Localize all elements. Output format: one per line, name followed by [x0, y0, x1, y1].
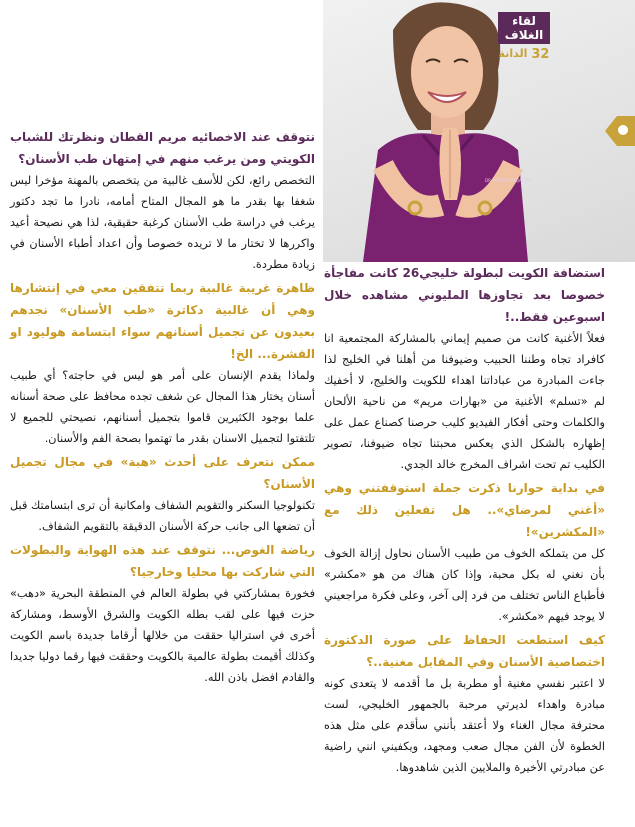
shirt-embroidery: DR. MARIAM ALQATTAN — [485, 178, 532, 183]
answer-paragraph: ولماذا يقدم الإنسان على أمر هو ليس في حاجته؟ أي طبيب أسنان يختار هذا المجال عن شغف تجده محافظ على صحة أسنانه علما بوجود الكثيرين قاموا بتجميل أسنانهم، نصيحتي للجميع لا تلتفتوا لتجميل الاسنان بقدر ما تهتموا بصحة الفم والأسنان. — [10, 369, 315, 445]
right-column — [324, 262, 605, 780]
question-heading: استضافة الكويت لبطولة خليجي26 كانت مفاجأة خصوصا بعد تجاوزها المليوني مشاهده خلال اسبوعين فقط..! — [324, 266, 606, 324]
answer-paragraph: لا اعتبر نفسي مغنية أو مطربة بل ما أقدمه لا يتعدى كونه مبادرة واهداء لديرتي مرحبة بالجمهور الخليجي، لست محترفة مجال الغناء ولا أعتقد بأنني سأقدم على مثل هذه الخطوة لأن الفن مجال صعب ومجهد، ويكفيني انني راضية عن مبادرتي الأخيرة والملايين الذين شاهدوها. — [324, 677, 605, 774]
answer-paragraph: كل من يتملكه الخوف من طبيب الأسنان نحاول إزالة الخوف بأن نغني له بكل محبة، وإذا كان هناك من هو «مكشر» فأطباع الناس تختلف من فرد إلى آخر، وعلى فكرة مراجعيني لا يوجد فيهم «مكشر». — [324, 547, 605, 623]
dot-icon — [618, 125, 628, 135]
section-tag — [498, 12, 550, 62]
portrait-illustration — [323, 0, 635, 262]
answer-paragraph: فخورة بمشاركتي في بطولة العالم في المنطقة البحرية «دهب» حزت فيها على لقب بطله الكويت والشرق الأوسط، ومشاركة أخرى في استراليا حققت من خلالها أرقاما جديدة باسم الكويت وكذلك أقيمت بطولة عالمية بالكويت وحققت فيها رقما دوليا جديدا والقادم افضل باذن الله. — [10, 587, 315, 684]
question-heading: ممكن نتعرف على أحدث «هبة» في مجال تجميل الأسنان؟ — [10, 455, 315, 491]
cover-photo — [323, 0, 635, 262]
question-heading: نتوقف عند الاخصائيه مريم القطان ونظرتك للشباب الكويتي ومن يرغب منهم في إمتهان طب الأسنان؟ — [10, 130, 315, 166]
page-number: 32 — [531, 47, 550, 62]
magazine-logo: الدانة — [498, 47, 528, 60]
question-heading: رياضة الغوص... نتوقف عند هذه الهواية والبطولات التي شاركت بها محليا وخارجيا؟ — [10, 543, 315, 579]
question-heading: كيف استطعت الحفاظ على صورة الدكتورة اختصاصية الأسنان وفي المقابل مغنية..؟ — [324, 633, 605, 669]
left-column — [10, 126, 315, 690]
answer-paragraph: تكنولوجيا السكنر والتقويم الشفاف وامكانية أن ترى ابتسامتك قبل أن تضعها الى جانب حركة الأسنان الدقيقة بالتقويم الشفاف. — [10, 499, 315, 533]
section-label: لقاء الغلاف — [498, 12, 550, 44]
question-heading: ظاهرة غريبة غالبية ربما تتفقين معي في إنتشارها وهي أن غالبية دكاترة «طب الأسنان» نجدهم بعيدون عن تجميل أسنانهم سواء ابتسامة هوليود او القشرة... الخ! — [10, 281, 315, 361]
question-heading: في بداية حوارنا ذكرت جملة استوقفتني وهي «أغني لمرضاي».. هل تفعلين ذلك مع «المكشرين»! — [324, 481, 605, 539]
answer-paragraph: فعلاً الأغنية كانت من صميم إيماني بالمشاركة المجتمعية انا كافراد تجاه وطننا الحبيب وضيوفنا من أهلنا في الخليج لذا جاءت المبادرة من عباداتنا اهداء للكويت والخليج، لا أخفيك لم «تسلم» الأغنية من «بهارات مريم» من ناحية الألحان والكلمات وحتى أفكار الفيديو كليب حرصنا كصناع عمل على إظهاره بالشكل الذي يعكس محبتنا تجاه ضيوفنا، تصوير الكليب تم تحت اشراف المخرج خالد الجدي. — [324, 332, 605, 471]
answer-paragraph: التخصص رائع، لكن للأسف غالبية من يتخصص بالمهنة مؤخرا ليس شغفا بها بقدر ما هو المجال المتاح أمامه، نادرا ما تجد دكتور يرغب في دراسة طب الأسنان كرغبة حقيقية، لذا هي نصيحة أعيد واكررها لا تختار ما لا تريده خصوصا وأن اعداد أطباء الأسنان في زيادة مطردة. — [10, 174, 315, 271]
